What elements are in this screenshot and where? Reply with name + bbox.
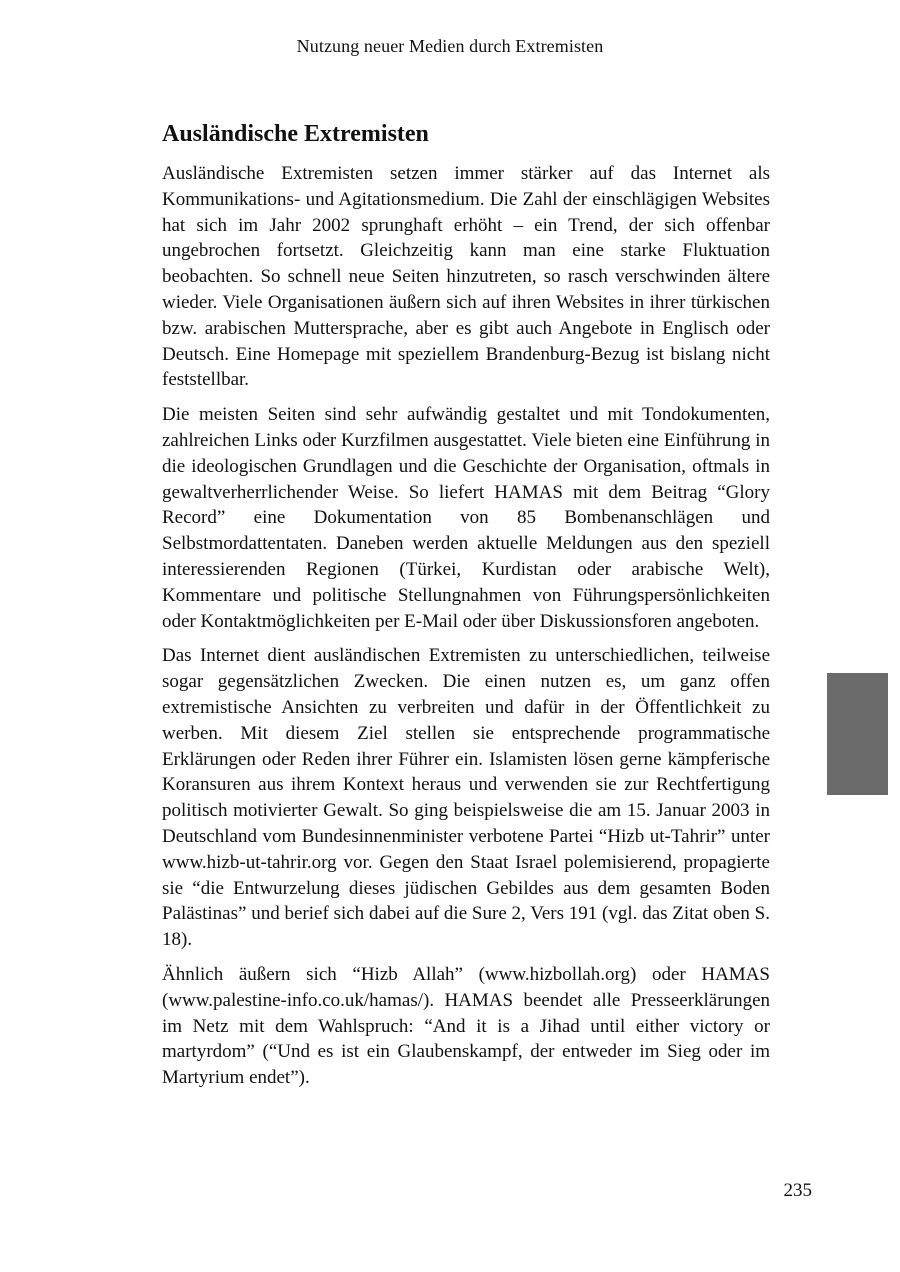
page-number: 235: [783, 1180, 812, 1201]
paragraph: Die meisten Seiten sind sehr aufwändig gestaltet und mit Tondokumenten, zahlreichen Links oder Kurzfilmen ausgestattet. Viele bieten eine Einführung in die ideologischen Grundlagen und die Geschichte der Organisation, oftmals in gewaltverherrlichender Weise. So liefert HAMAS mit dem Beitrag “Glory Record” eine Dokumentation von 85 Bombenanschlägen und Selbstmordattentaten. Daneben werden aktuelle Meldungen aus den speziell interessierenden Regionen (Türkei, Kurdistan oder arabische Welt), Kommentare und politische Stellungnahmen von Führungspersönlichkeiten oder Kontaktmöglichkeiten per E-Mail oder über Diskussionsforen angeboten.: [162, 404, 770, 632]
running-header: Nutzung neuer Medien durch Extremisten: [296, 36, 604, 56]
page-content: [162, 118, 770, 1100]
paragraph: Das Internet dient ausländischen Extremisten zu unterschiedlichen, teilweise sogar gegensätzlichen Zwecken. Die einen nutzen es, um ganz offen extremistische Ansichten zu verbreiten und dafür in der Öffentlichkeit zu werben. Mit diesem Ziel stellen sie entsprechende programmatische Erklärungen oder Reden ihrer Führer ein. Islamisten lösen gerne kämpferische Koransuren aus ihrem Kontext heraus und verwenden sie zur Rechtfertigung politisch motivierter Gewalt. So ging beispielsweise die am 15. Januar 2003 in Deutschland vom Bundesinnenminister verbotene Partei “Hizb ut-Tahrir” unter www.hizb-ut-tahrir.org vor. Gegen den Staat Israel polemisierend, propagierte sie “die Entwurzelung dieses jüdischen Gebildes aus dem gesamten Boden Palästinas” und berief sich dabei auf die Sure 2, Vers 191 (vgl. das Zitat oben S. 18).: [162, 645, 770, 951]
paragraph: Ausländische Extremisten setzen immer stärker auf das Internet als Kommunikations- und Agitationsmedium. Die Zahl der einschlägigen Websites hat sich im Jahr 2002 sprunghaft erhöht – ein Trend, der sich offenbar ungebrochen fortsetzt. Gleichzeitig kann man eine starke Fluktuation beobachten. So schnell neue Seiten hinzutreten, so rasch verschwinden ältere wieder. Viele Organisationen äußern sich auf ihren Websites in ihrer türkischen bzw. arabischen Muttersprache, aber es gibt auch Angebote in Englisch oder Deutsch. Eine Homepage mit speziellem Brandenburg-Bezug ist bislang nicht feststellbar.: [162, 163, 770, 391]
section-title: Ausländische Extremisten: [162, 121, 429, 147]
chapter-thumb-tab: [827, 673, 888, 795]
paragraph: Ähnlich äußern sich “Hizb Allah” (www.hizbollah.org) oder HAMAS (www.palestine-info.co.uk/hamas/). HAMAS beendet alle Presseerklärungen im Netz mit dem Wahlspruch: “And it is a Jihad until either victory or martyrdom” (“Und es ist ein Glaubenskampf, der entweder im Sieg oder im Martyrium endet”).: [162, 963, 770, 1089]
